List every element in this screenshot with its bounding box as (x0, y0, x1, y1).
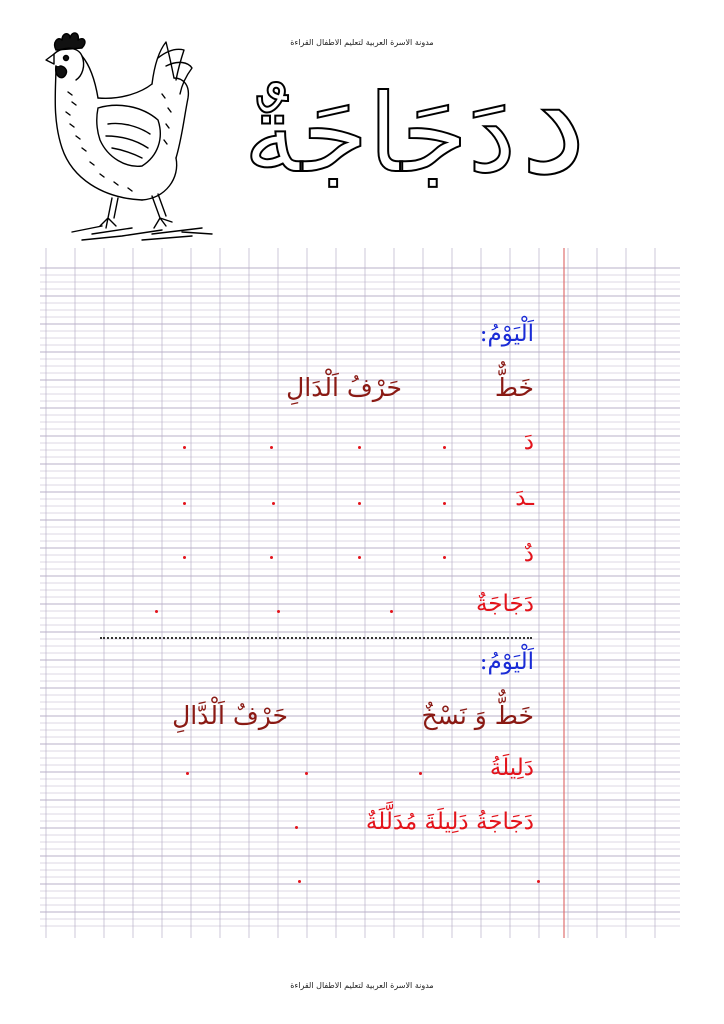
hen-illustration (42, 28, 217, 248)
heading-right-2: خَطٌّ وَ نَسْخٌ (421, 701, 534, 730)
guide-dot (183, 446, 186, 449)
guide-dot (443, 556, 446, 559)
guide-dot (183, 556, 186, 559)
guide-dot (270, 446, 273, 449)
section-separator (100, 637, 532, 639)
guide-dot (443, 446, 446, 449)
guide-dot (419, 772, 422, 775)
guide-dot (358, 446, 361, 449)
guide-dot (358, 502, 361, 505)
practice-row-5: دَلِيلَةُ (489, 755, 534, 781)
practice-row-6: دَجَاجَةُ دَلِيلَةَ مُدَلَّلَةٌ (365, 809, 534, 835)
guide-dot (272, 502, 275, 505)
big-letter-outline: د (520, 34, 587, 208)
guide-dot (298, 880, 301, 883)
blog-title-top: مدونة الاسرة العربية لتعليم الاطفال القراءة (290, 38, 434, 47)
guide-dot (155, 610, 158, 613)
guide-dot (358, 556, 361, 559)
practice-row-2: ـدَ (515, 485, 534, 511)
guide-dot (537, 880, 540, 883)
guide-dot (390, 610, 393, 613)
day-label-2: اَلْيَوْمُ: (479, 649, 534, 675)
guide-dot (186, 772, 189, 775)
heading-left-1: حَرْفُ اَلْدَالِ (286, 373, 402, 402)
practice-row-3: دٌ (523, 541, 534, 567)
heading-left-2: حَرْفٌ اَلْدَّالِ (172, 701, 288, 730)
heading-right-1: خَطٌّ (494, 373, 534, 402)
guide-dot (305, 772, 308, 775)
day-label-1: اَلْيَوْمُ: (479, 321, 534, 347)
practice-row-4: دَجَاجَةٌ (475, 591, 534, 617)
lined-paper (40, 248, 680, 938)
practice-row-1: دَ (523, 429, 534, 455)
guide-dot (270, 556, 273, 559)
guide-dot (443, 502, 446, 505)
guide-dot (183, 502, 186, 505)
guide-dot (295, 826, 298, 829)
blog-title-bottom: مدونة الاسرة العربية لتعليم الاطفال القراءة (290, 981, 434, 990)
guide-dot (277, 610, 280, 613)
word-outline: دَجَاجَةٌ (243, 72, 516, 197)
